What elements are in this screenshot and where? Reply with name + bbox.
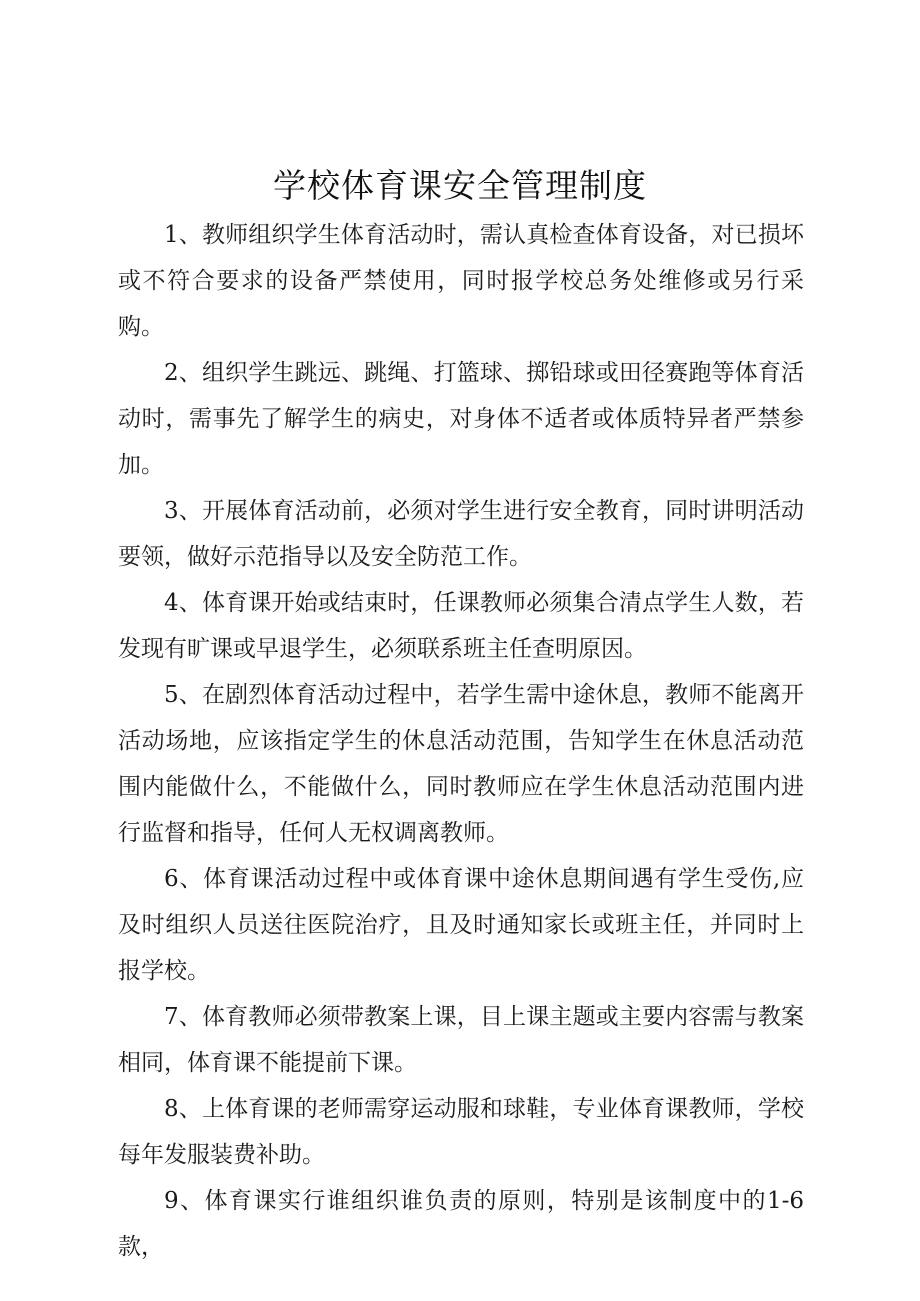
document-body	[118, 212, 804, 1270]
rule-paragraph-3: 3、开展体育活动前，必须对学生进行安全教育，同时讲明活动要领，做好示范指导以及安全防范工作。	[118, 498, 804, 570]
rule-paragraph-7: 7、体育教师必须带教案上课，目上课主题或主要内容需与教案相同，体育课不能提前下课。	[118, 1004, 804, 1076]
rule-paragraph-1: 1、教师组织学生体育活动时，需认真检查体育设备，对已损坏或不符合要求的设备严禁使用，同时报学校总务处维修或另行采购。	[118, 222, 804, 340]
rule-paragraph-2: 2、组织学生跳远、跳绳、打篮球、掷铅球或田径赛跑等体育活动时，需事先了解学生的病史，对身体不适者或体质特异者严禁参加。	[118, 360, 804, 478]
rule-paragraph-4: 4、体育课开始或结束时，任课教师必须集合清点学生人数，若发现有旷课或早退学生，必须联系班主任查明原因。	[118, 590, 804, 662]
rule-paragraph-5: 5、在剧烈体育活动过程中，若学生需中途休息，教师不能离开活动场地，应该指定学生的休息活动范围，告知学生在休息活动范围内能做什么，不能做什么，同时教师应在学生休息活动范围内进行监督和指导，任何人无权调离教师。	[118, 682, 804, 846]
rule-paragraph-6: 6、体育课活动过程中或体育课中途休息期间遇有学生受伤,应及时组织人员送往医院治疗，且及时通知家长或班主任，并同时上报学校。	[118, 866, 804, 984]
document-title: 学校体育课安全管理制度	[273, 166, 647, 205]
rule-paragraph-8: 8、上体育课的老师需穿运动服和球鞋，专业体育课教师，学校每年发服装费补助。	[118, 1096, 804, 1168]
rule-paragraph-9: 9、体育课实行谁组织谁负责的原则，特别是该制度中的1-6款，	[118, 1188, 804, 1260]
